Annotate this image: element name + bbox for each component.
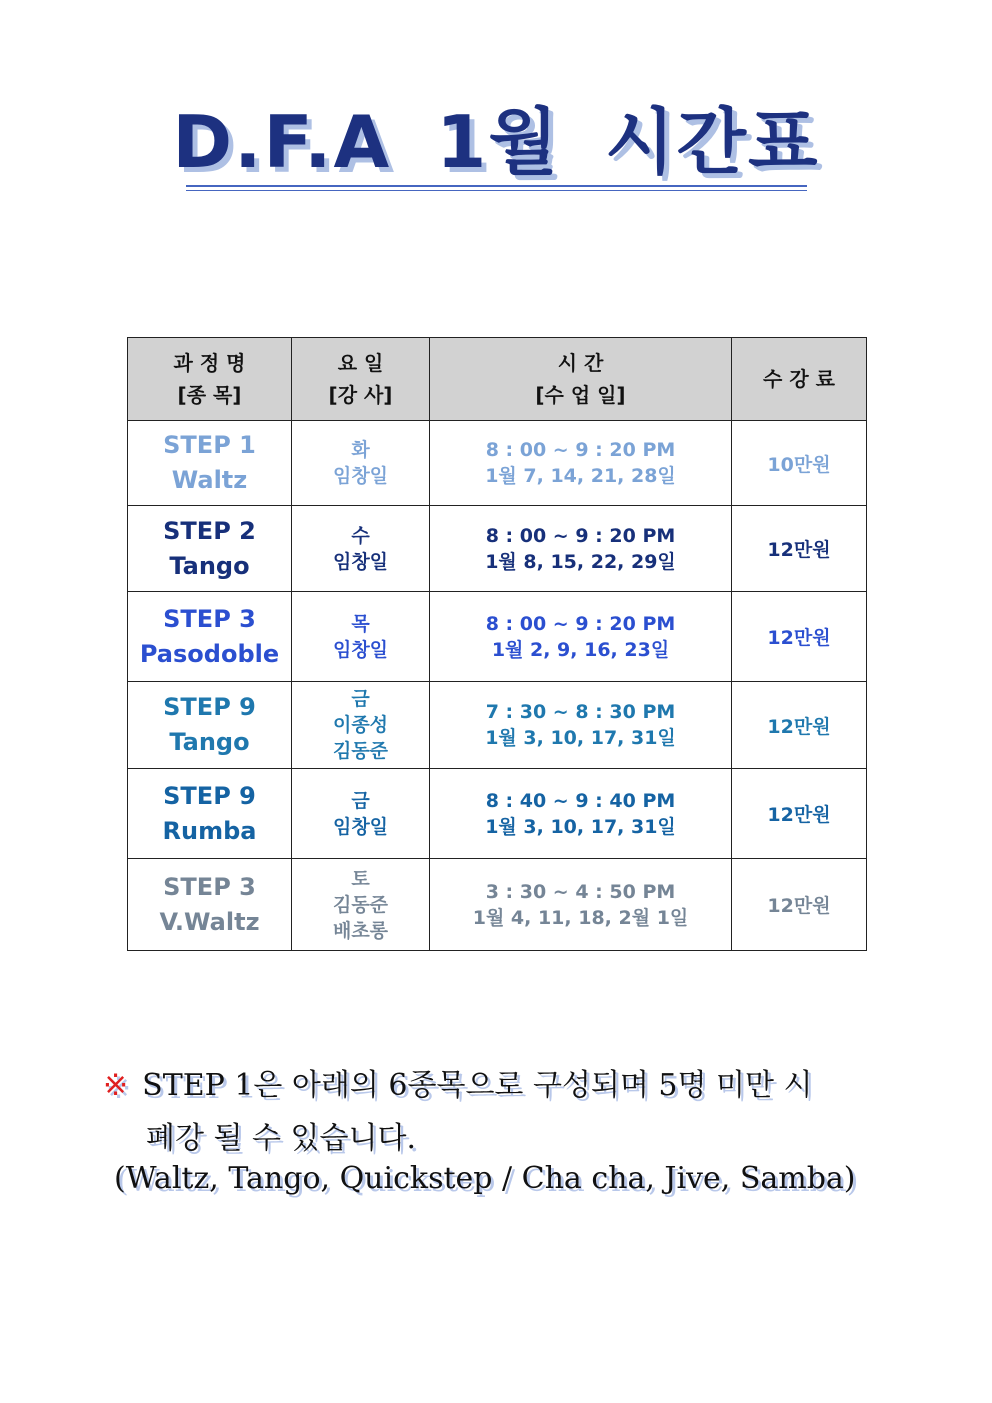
fee-cell: 12만원 [732,859,867,951]
course-cell: STEP 9 Rumba [128,769,292,859]
table-row [128,769,867,859]
header-days: 요 일 [강 사] [292,338,430,421]
table-row [128,682,867,769]
fee-cell: 12만원 [732,592,867,682]
fee-cell: 12만원 [732,769,867,859]
days-instructor-cell: 화 임창일 [292,421,430,506]
table-row [128,506,867,592]
days-instructor-cell: 토 김동준 배초롱 [292,859,430,951]
page-title: D.F.A 1월 시간표 [172,100,820,184]
table-header-row [128,338,867,421]
course-cell: STEP 1 Waltz [128,421,292,506]
time-dates-cell: 3 : 30 ~ 4 : 50 PM 1월 4, 11, 18, 2월 1일 [430,859,732,951]
course-cell: STEP 2 Tango [128,506,292,592]
notice-line-1: ※ STEP 1은 아래의 6종목으로 구성되며 5명 미만 시 [103,1068,813,1103]
time-dates-cell: 8 : 00 ~ 9 : 20 PM 1월 2, 9, 16, 23일 [430,592,732,682]
course-cell: STEP 3 V.Waltz [128,859,292,951]
days-instructor-cell: 금 임창일 [292,769,430,859]
days-instructor-cell: 금 이종성 김동준 [292,682,430,769]
table-row [128,859,867,951]
notice-line-2: 폐강 될 수 있습니다. [146,1121,416,1156]
table-row [128,421,867,506]
table-row [128,592,867,682]
fee-cell: 12만원 [732,506,867,592]
reference-mark-icon: ※ [103,1068,129,1103]
title-underline-thin [186,190,807,191]
title-underline [186,185,807,187]
days-instructor-cell: 수 임창일 [292,506,430,592]
header-time: 시 간 [수 업 일] [430,338,732,421]
time-dates-cell: 8 : 00 ~ 9 : 20 PM 1월 7, 14, 21, 28일 [430,421,732,506]
header-course: 과 정 명 [종 목] [128,338,292,421]
schedule-table [127,337,867,951]
days-instructor-cell: 목 임창일 [292,592,430,682]
header-fee: 수 강 료 [732,338,867,421]
time-dates-cell: 8 : 40 ~ 9 : 40 PM 1월 3, 10, 17, 31일 [430,769,732,859]
notice-dance-list: (Waltz, Tango, Quickstep / Cha cha, Jive, Samba) [114,1161,856,1196]
time-dates-cell: 7 : 30 ~ 8 : 30 PM 1월 3, 10, 17, 31일 [430,682,732,769]
fee-cell: 12만원 [732,682,867,769]
fee-cell: 10만원 [732,421,867,506]
time-dates-cell: 8 : 00 ~ 9 : 20 PM 1월 8, 15, 22, 29일 [430,506,732,592]
course-cell: STEP 9 Tango [128,682,292,769]
course-cell: STEP 3 Pasodoble [128,592,292,682]
